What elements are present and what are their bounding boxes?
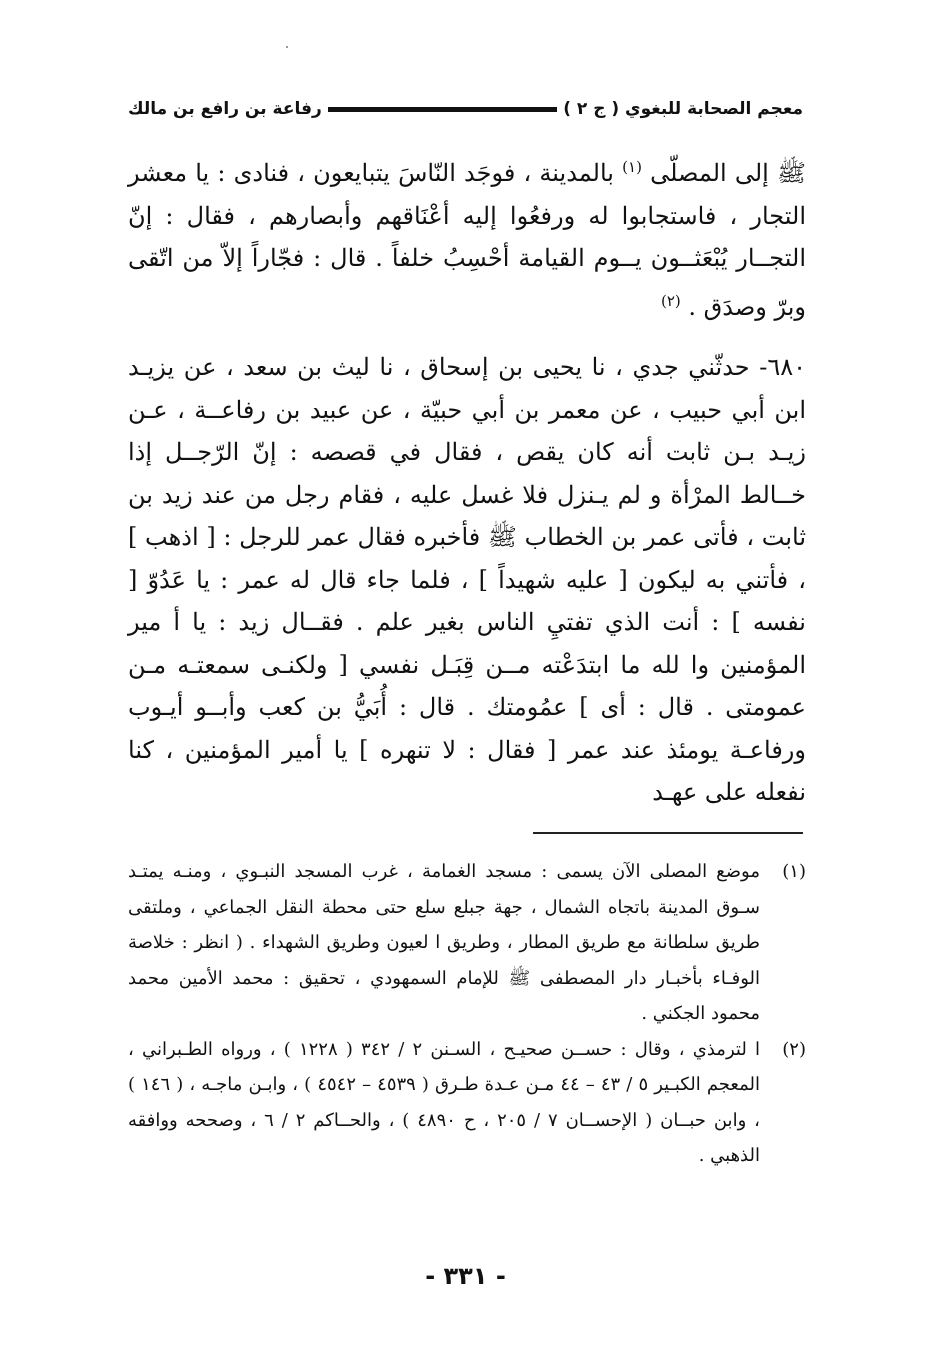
footnote-2: [128, 1032, 806, 1174]
main-text: [128, 146, 806, 814]
footnote-1-text: موضع المصلى الآن يسمى : مسجد الغمامة ، غرب المسجد النبـوي ، ومنـه يمتـد سـوق المدينة باتجاه الشمال ، جهة جبلع سلع حتى محطة النقل الجماعي ، وملتقى طريق سلطانة مع طريق المطار ، وطريق ا لعيون وطريق الشهداء . ( انظر : خلاصة الوفـاء بأخبـار دار المصطفى ﷺ للإمام السمهودي ، تحقيق : محمد الأمين محمد محمود الجكني .: [128, 861, 760, 1024]
paragraph-1-body: بالمدينة ، فوجَد النّاسَ يتبايعون ، فنادى : يا معشر التجار ، فاستجابوا له ورفعُوا إليه أعْنَاقهم وأبصارهم ، فقال : إنّ التجــار يُبْعَثــون يــوم القيامة أحْسِبُ خلفاً . قال : فجّاراً إلاّ من اتّقى وبرّ وصدَق .: [128, 159, 806, 321]
scan-speck: [286, 46, 288, 48]
paragraph-2: ٦٨٠- حدثّني جدي ، نا يحيى بن إسحاق ، نا ليث بن سعد ، عن يزيـد ابن أبي حبيب ، عن معمر بن أبي حبيّة ، عن عبيد بن رفاعــة ، عـن زيـد بـن ثابت أنه كان يقص ، فقال في قصصه : إنّ الرّجــل إذا خــالط المرْأة و لم يـنزل فلا غسل عليه ، فقام رجل من عند زيد بن ثابت ، فأتى عمر بن الخطاب ﷺ فأخبره فقال عمر للرجل : [ اذهب ] ، فأتني به ليكون [ عليه شهيداً ] ، فلما جاء قال له عمر : يا عَدُوّ [ نفسه ] : أنت الذي تفتيِ الناس بغير علم . فقــال زيد : يا أ مير المؤمنين وا لله ما ابتدَعْته مــن قِبَـل نفسي [ ولكنـى سمعتـه مـن عمومتى . قال : أى ] عمُومتك . قال : أُبَيُّ بن كعب وأبــو أيـوب ورفاعـة يومئذ عند عمر [ فقال : لا تنهره ] يا أمير المؤمنين ، كنا نفعله على عهـد: [128, 353, 806, 806]
paragraph-1-start: ﷺ إلى المصلّى: [650, 159, 806, 187]
footnote-1: [128, 854, 806, 1032]
running-header: [128, 94, 803, 124]
footnote-ref-2: (٢): [660, 291, 681, 310]
footnote-1-number: (١): [782, 861, 806, 882]
footnote-2-text: ا لترمذي ، وقال : حســن صحيـح ، السـنن ٢ / ٣٤٢ ( ١٢٢٨ ) ، ورواه الطـبراني ، المعجم الكبـير ٥ / ٤٣ – ٤٤ مـن عـدة طـرق ( ٤٥٣٩ – ٤٥٤٢ ) ، وابـن ماجـه ، ( ١٤٦ ) ، وابن حبــان ( الإحســان ٧ / ٢٠٥ ، ح ٤٨٩٠ ) ، والحــاكم ٢ / ٦ ، وصححه ووافقه الذهبي .: [128, 1038, 760, 1166]
page-number: - ٣٣١ -: [425, 1262, 506, 1290]
header-book-title: معجم الصحابة للبغوي ( ج ٢ ): [563, 99, 803, 119]
header-entry-title: رفاعة بن رافع بن مالك: [128, 99, 322, 119]
footnote-ref-1: (١): [622, 158, 642, 176]
paragraph-1: [128, 146, 806, 328]
footnote-separator: [533, 832, 803, 834]
footnotes: [128, 854, 806, 1174]
footnote-2-number: (٢): [782, 1038, 806, 1060]
header-rule: [328, 107, 557, 112]
